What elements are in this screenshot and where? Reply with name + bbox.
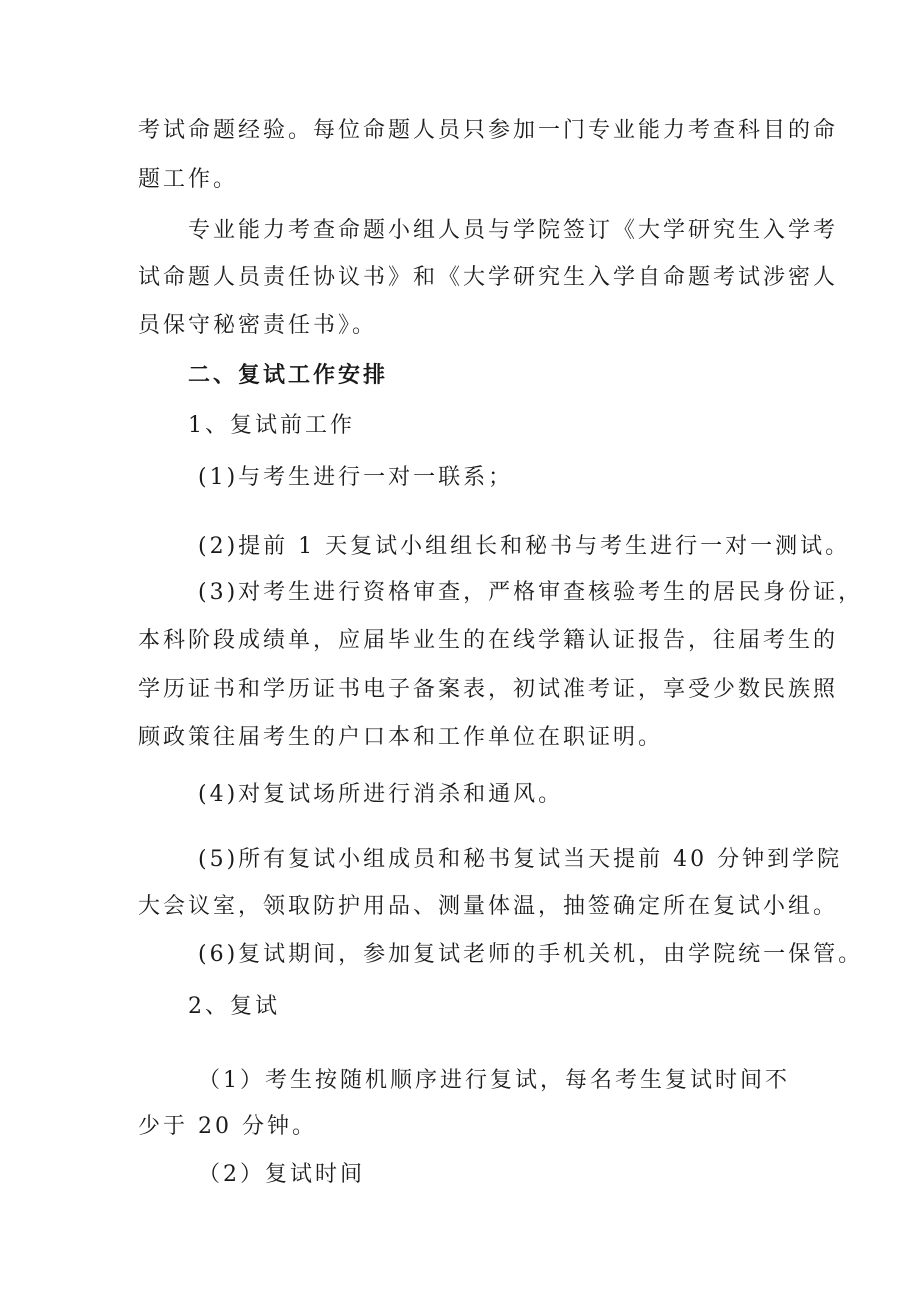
list-item-8: （2）复试时间 (198, 1162, 365, 1187)
section-heading: 二、复试工作安排 (188, 362, 389, 388)
subsection-heading-1: 1、复试前工作 (188, 413, 355, 438)
list-item-3-line-3: 学历证书和学历证书电子备案表，初试准考证，享受少数民族照 (138, 677, 839, 702)
paragraph-line-1: 考试命题经验。每位命题人员只参加一门专业能力考查科目的命 (138, 118, 839, 143)
list-item-2: (2)提前 1 天复试小组组长和秘书与考生进行一对一测试。 (198, 534, 851, 559)
paragraph-line-4: 试命题人员责任协议书》和《大学研究生入学自命题考试涉密人 (138, 265, 839, 290)
paragraph-line-2: 题工作。 (138, 167, 239, 192)
list-item-7-line-2: 少于 20 分钟。 (138, 1114, 317, 1139)
list-item-3-line-4: 顾政策往届考生的户口本和工作单位在职证明。 (138, 725, 664, 750)
list-item-4: (4)对复试场所进行消杀和通风。 (198, 782, 564, 807)
list-item-7-line-1: （1）考生按随机顺序进行复试，每名考生复试时间不 (198, 1068, 790, 1093)
list-item-6: (6)复试期间，参加复试老师的手机关机，由学院统一保管。 (198, 942, 864, 967)
list-item-5-line-1: (5)所有复试小组成员和秘书复试当天提前 40 分钟到学院 (198, 847, 843, 872)
paragraph-line-5: 员保守秘密责任书》。 (138, 313, 378, 338)
paragraph-line-3: 专业能力考查命题小组人员与学院签订《大学研究生入学考 (188, 218, 839, 243)
list-item-3-line-2: 本科阶段成绩单，应届毕业生的在线学籍认证报告，往届考生的 (138, 628, 839, 653)
list-item-5-line-2: 大会议室，领取防护用品、测量体温，抽签确定所在复试小组。 (138, 894, 839, 919)
list-item-1: (1)与考生进行一对一联系； (198, 465, 514, 490)
list-item-3-line-1: (3)对考生进行资格审查，严格审查核验考生的居民身份证， (198, 580, 864, 605)
subsection-heading-2: 2、复试 (188, 994, 280, 1019)
